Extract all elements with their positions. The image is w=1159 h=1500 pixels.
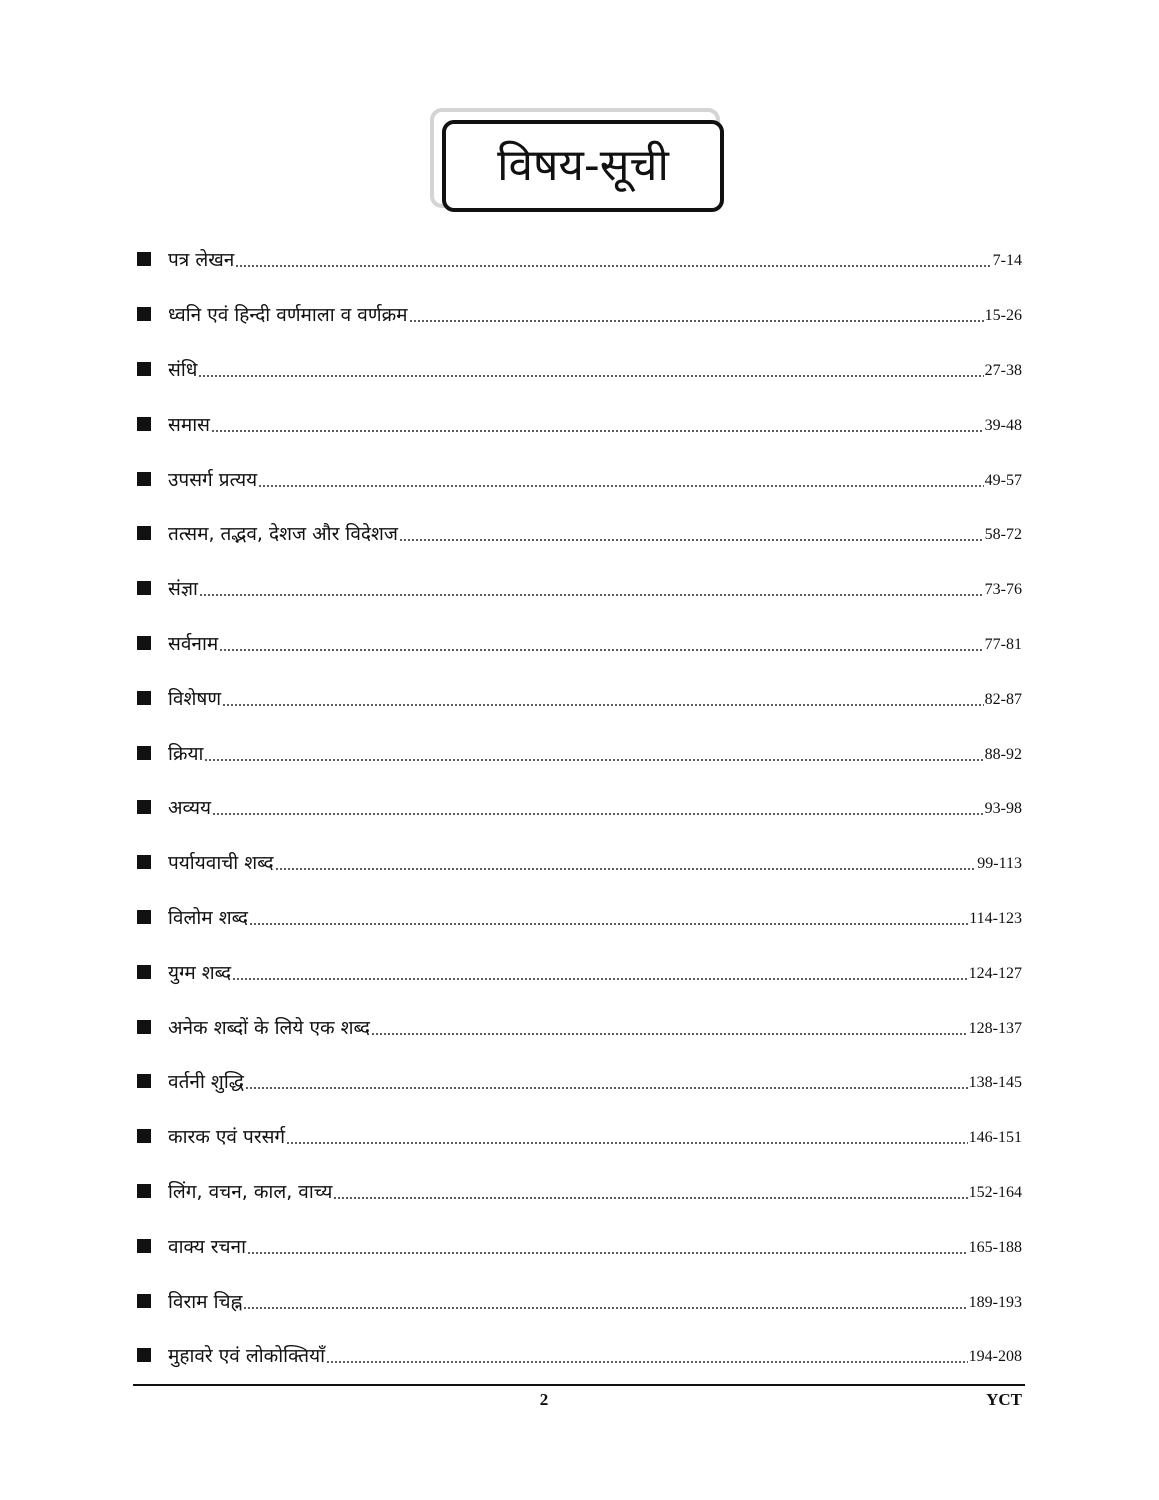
dot-leader — [199, 594, 984, 596]
toc-entry-pages: 15-26 — [984, 307, 1022, 325]
square-bullet-icon — [137, 800, 151, 814]
dot-leader — [286, 1142, 968, 1144]
toc-entry-pages: 138-145 — [968, 1074, 1022, 1092]
toc-entry-label: पत्र लेखन — [168, 249, 235, 272]
toc-entry-label: अव्यय — [168, 797, 212, 820]
table-of-contents — [137, 232, 1022, 1383]
square-bullet-icon — [137, 1239, 151, 1253]
square-bullet-icon — [137, 965, 151, 979]
dot-leader — [232, 978, 968, 980]
toc-entry[interactable] — [137, 342, 1022, 397]
toc-entry-label: वाक्य रचना — [168, 1235, 247, 1258]
toc-entry-label: पर्यायवाची शब्द — [168, 852, 274, 875]
toc-entry-pages: 146-151 — [968, 1129, 1022, 1147]
square-bullet-icon — [137, 910, 151, 924]
square-bullet-icon — [137, 691, 151, 705]
toc-entry-pages: 27-38 — [984, 361, 1022, 379]
toc-entry-pages: 73-76 — [984, 581, 1022, 599]
square-bullet-icon — [137, 417, 151, 431]
toc-entry-label: ध्वनि एवं हिन्दी वर्णमाला व वर्णक्रम — [168, 304, 408, 327]
toc-entry-label: मुहावरे एवं लोकोक्तियाँ — [168, 1345, 326, 1368]
dot-leader — [247, 1252, 968, 1254]
square-bullet-icon — [137, 472, 151, 486]
dot-leader — [198, 375, 983, 377]
square-bullet-icon — [137, 362, 151, 376]
dot-leader — [275, 868, 977, 870]
toc-entry[interactable] — [137, 616, 1022, 671]
toc-entry-label: सर्वनाम — [168, 632, 219, 655]
page-title: विषय-सूची — [497, 140, 669, 191]
dot-leader — [371, 1033, 968, 1035]
toc-entry-label: अनेक शब्दों के लिये एक शब्द — [168, 1016, 370, 1039]
toc-entry-label: युग्म शब्द — [168, 961, 232, 984]
toc-entry-pages: 189-193 — [968, 1293, 1022, 1311]
toc-entry-pages: 114-123 — [969, 909, 1022, 927]
toc-entry-pages: 77-81 — [984, 635, 1022, 653]
toc-entry-label: संधि — [168, 358, 198, 381]
toc-entry[interactable] — [137, 561, 1022, 616]
toc-entry-pages: 99-113 — [977, 855, 1022, 873]
square-bullet-icon — [137, 1294, 151, 1308]
toc-entry[interactable] — [137, 232, 1022, 287]
square-bullet-icon — [137, 746, 151, 760]
toc-entry[interactable] — [137, 287, 1022, 342]
toc-entry-pages: 58-72 — [984, 526, 1022, 544]
dot-leader — [219, 649, 983, 651]
toc-entry[interactable] — [137, 396, 1022, 451]
toc-entry-pages: 165-188 — [968, 1238, 1022, 1256]
toc-entry[interactable] — [137, 890, 1022, 945]
toc-entry[interactable] — [137, 1218, 1022, 1273]
toc-entry-label: वर्तनी शुद्धि — [168, 1071, 244, 1094]
toc-entry-pages: 128-137 — [968, 1019, 1022, 1037]
toc-entry-label: विलोम शब्द — [168, 906, 249, 929]
toc-entry-label: क्रिया — [168, 742, 204, 765]
footer-rule — [133, 1384, 1025, 1386]
toc-entry-pages: 124-127 — [968, 964, 1022, 982]
toc-entry[interactable] — [137, 1054, 1022, 1109]
dot-leader — [326, 1361, 968, 1363]
page-number: 2 — [539, 1390, 549, 1409]
title-box — [442, 120, 724, 212]
dot-leader — [333, 1197, 967, 1199]
toc-entry-pages: 39-48 — [984, 416, 1022, 434]
dot-leader — [235, 265, 991, 267]
dot-leader — [249, 923, 968, 925]
square-bullet-icon — [137, 1020, 151, 1034]
square-bullet-icon — [137, 1348, 151, 1362]
toc-entry[interactable] — [137, 835, 1022, 890]
toc-entry[interactable] — [137, 1273, 1022, 1328]
toc-entry-label: तत्सम, तद्भव, देशज और विदेशज — [168, 523, 398, 546]
toc-entry[interactable] — [137, 725, 1022, 780]
dot-leader — [204, 759, 983, 761]
toc-entry[interactable] — [137, 1328, 1022, 1383]
toc-entry-label: कारक एवं परसर्ग — [168, 1126, 286, 1149]
toc-entry-pages: 82-87 — [984, 690, 1022, 708]
square-bullet-icon — [137, 1074, 151, 1088]
square-bullet-icon — [137, 636, 151, 650]
toc-entry[interactable] — [137, 506, 1022, 561]
toc-entry-pages: 88-92 — [984, 745, 1022, 763]
toc-entry[interactable] — [137, 999, 1022, 1054]
toc-entry[interactable] — [137, 451, 1022, 506]
title-frame — [430, 108, 726, 216]
toc-entry[interactable] — [137, 780, 1022, 835]
toc-entry[interactable] — [137, 944, 1022, 999]
square-bullet-icon — [137, 1129, 151, 1143]
toc-entry[interactable] — [137, 1164, 1022, 1219]
square-bullet-icon — [137, 855, 151, 869]
dot-leader — [409, 320, 984, 322]
toc-entry-pages: 93-98 — [984, 800, 1022, 818]
toc-entry-label: समास — [168, 413, 210, 436]
toc-entry-pages: 49-57 — [984, 471, 1022, 489]
dot-leader — [212, 813, 984, 815]
toc-entry-label: लिंग, वचन, काल, वाच्य — [168, 1180, 333, 1203]
toc-entry-pages: 194-208 — [968, 1348, 1022, 1366]
toc-entry[interactable] — [137, 1109, 1022, 1164]
publisher-name: YCT — [986, 1390, 1022, 1409]
dot-leader — [399, 539, 984, 541]
toc-entry-label: संज्ञा — [168, 578, 198, 601]
toc-entry-label: विराम चिह्न — [168, 1290, 243, 1313]
toc-entry-label: उपसर्ग प्रत्यय — [168, 468, 258, 491]
dot-leader — [243, 1307, 967, 1309]
toc-entry[interactable] — [137, 670, 1022, 725]
square-bullet-icon — [137, 252, 151, 266]
square-bullet-icon — [137, 1184, 151, 1198]
toc-entry-pages: 152-164 — [968, 1183, 1022, 1201]
square-bullet-icon — [137, 307, 151, 321]
dot-leader — [222, 704, 984, 706]
toc-entry-pages: 7-14 — [992, 252, 1022, 270]
toc-entry-label: विशेषण — [168, 687, 222, 710]
square-bullet-icon — [137, 581, 151, 595]
dot-leader — [211, 430, 984, 432]
square-bullet-icon — [137, 526, 151, 540]
dot-leader — [245, 1087, 968, 1089]
dot-leader — [258, 485, 984, 487]
